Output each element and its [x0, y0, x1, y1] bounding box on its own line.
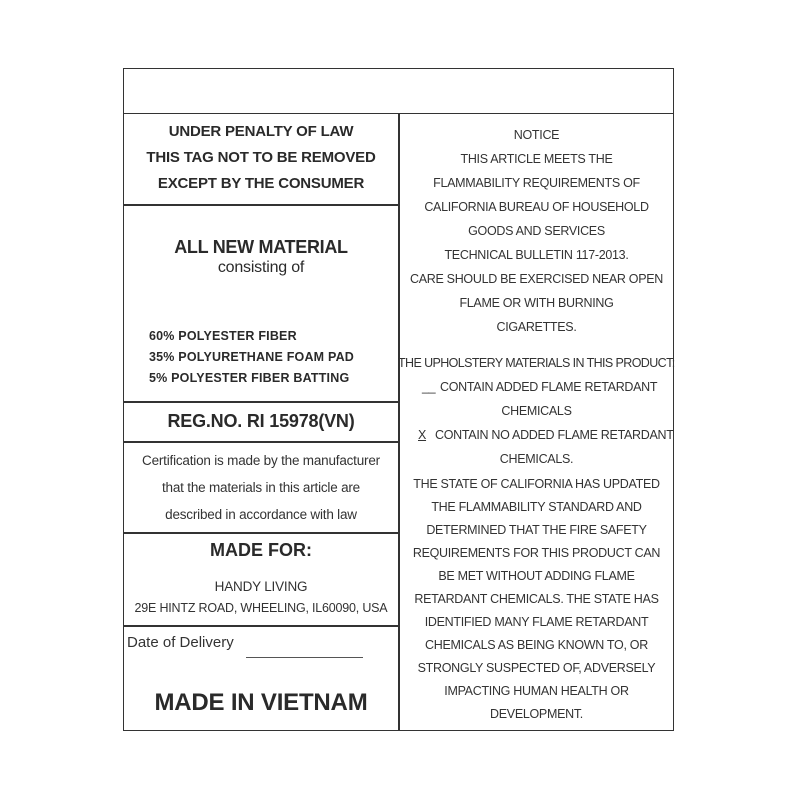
fiber-line-3: 5% POLYESTER FIBER BATTING — [149, 371, 350, 385]
material-subtitle: consisting of — [217, 259, 305, 276]
notice-line: CIGARETTES. — [496, 320, 577, 334]
certification-line-3: described in accordance with law — [165, 507, 357, 522]
state-line: CHEMICALS AS BEING KNOWN TO, OR — [425, 638, 648, 652]
material-title: ALL NEW MATERIAL — [174, 237, 348, 257]
option-2-line-2: CHEMICALS. — [499, 452, 574, 466]
option-1-mark: __ — [422, 380, 436, 394]
state-line: IDENTIFIED MANY FLAME RETARDANT — [424, 615, 649, 629]
option-2-line-1: CONTAIN NO ADDED FLAME RETARDANT — [435, 428, 674, 442]
section-divider — [124, 532, 398, 534]
made-for-title: MADE FOR: — [210, 540, 312, 560]
section-divider — [124, 401, 398, 403]
state-line: RETARDANT CHEMICALS. THE STATE HAS — [414, 592, 659, 606]
certification-line-1: Certification is made by the manufacturer — [142, 453, 380, 468]
made-for-address: 29E HINTZ ROAD, WHEELING, IL60090, USA — [134, 601, 388, 615]
section-divider — [124, 204, 398, 206]
warning-line-2: THIS TAG NOT TO BE REMOVED — [146, 149, 376, 166]
warning-line-3: EXCEPT BY THE CONSUMER — [157, 175, 365, 192]
made-for-name: HANDY LIVING — [214, 579, 308, 594]
state-line: BE MET WITHOUT ADDING FLAME — [438, 569, 635, 583]
state-line: DEVELOPMENT. — [490, 707, 583, 721]
delivery-date-label: Date of Delivery — [127, 634, 234, 651]
section-divider — [124, 625, 398, 627]
notice-line: NOTICE — [513, 128, 560, 142]
notice-line: GOODS AND SERVICES — [468, 224, 605, 238]
notice-line: CALIFORNIA BUREAU OF HOUSEHOLD — [424, 200, 649, 214]
option-2-mark: X — [418, 428, 427, 442]
option-1-line-1: CONTAIN ADDED FLAME RETARDANT — [440, 380, 658, 394]
fiber-line-1: 60% POLYESTER FIBER — [149, 329, 297, 343]
state-line: THE FLAMMABILITY STANDARD AND — [431, 500, 642, 514]
state-line: IMPACTING HUMAN HEALTH OR — [444, 684, 629, 698]
delivery-date-blank — [246, 657, 363, 658]
notice-line: FLAME OR WITH BURNING — [459, 296, 614, 310]
upholstery-intro: THE UPHOLSTERY MATERIALS IN THIS PRODUCT: — [398, 356, 675, 370]
fiber-line-2: 35% POLYURETHANE FOAM PAD — [149, 350, 355, 364]
notice-line: TECHNICAL BULLETIN 117-2013. — [444, 248, 629, 262]
warning-line-1: UNDER PENALTY OF LAW — [168, 123, 354, 140]
certification-line-2: that the materials in this article are — [162, 480, 360, 495]
section-divider — [124, 441, 398, 443]
notice-line: THIS ARTICLE MEETS THE — [460, 152, 613, 166]
law-tag — [123, 68, 674, 731]
notice-line: CARE SHOULD BE EXERCISED NEAR OPEN — [409, 272, 664, 286]
notice-line: FLAMMABILITY REQUIREMENTS OF — [433, 176, 640, 190]
tag-top-strip — [124, 69, 673, 114]
state-line: THE STATE OF CALIFORNIA HAS UPDATED — [413, 477, 660, 491]
reg-number: REG.NO. RI 15978(VN) — [167, 411, 355, 431]
state-line: DETERMINED THAT THE FIRE SAFETY — [426, 523, 647, 537]
option-1-line-2: CHEMICALS — [501, 404, 572, 418]
state-line: STRONGLY SUSPECTED OF, ADVERSELY — [417, 661, 656, 675]
state-line: REQUIREMENTS FOR THIS PRODUCT CAN — [412, 546, 661, 560]
made-in-country: MADE IN VIETNAM — [154, 689, 368, 716]
